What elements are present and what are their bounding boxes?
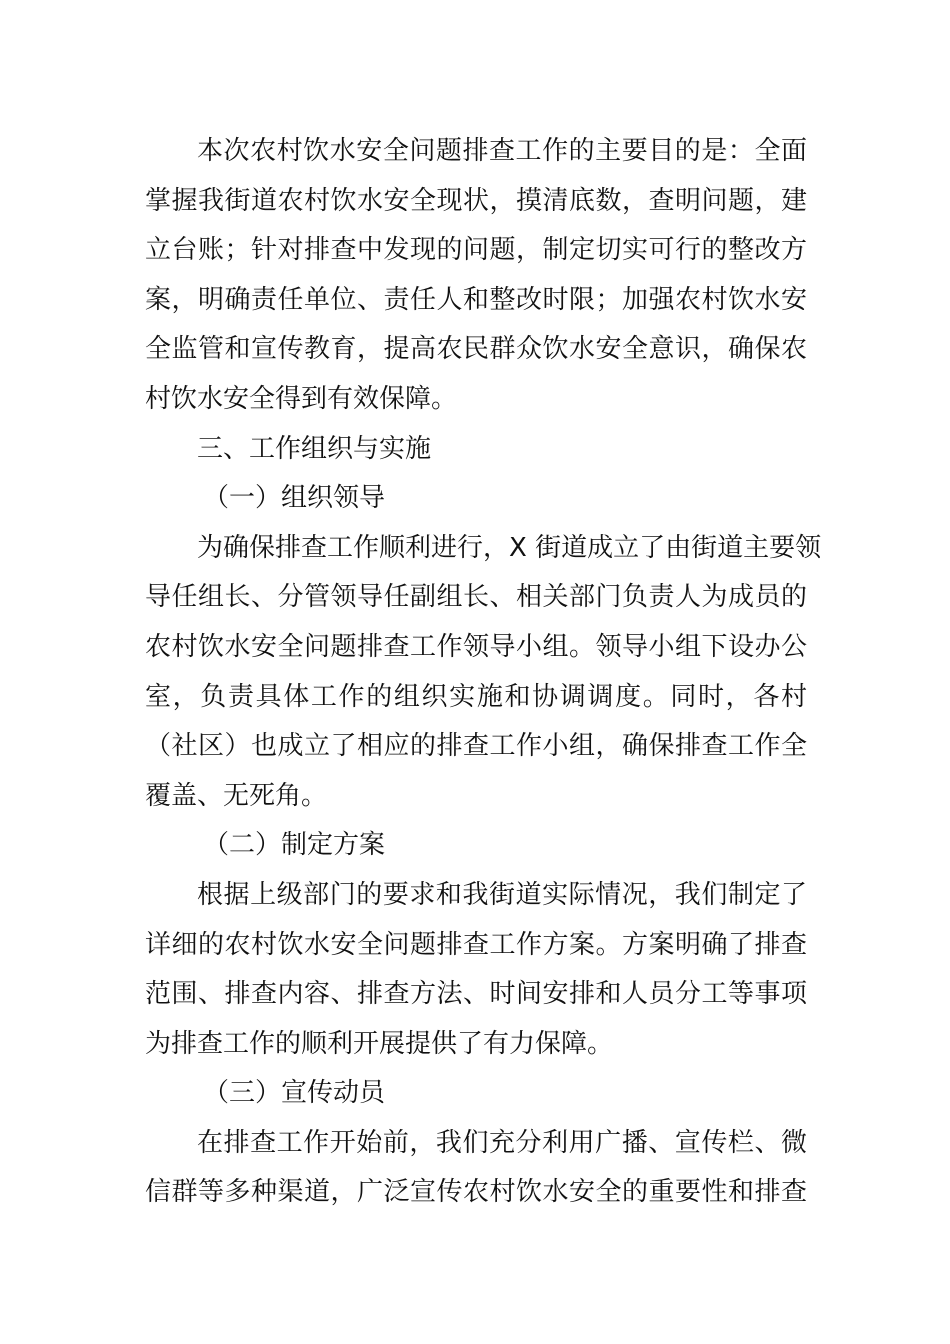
text-line: 农村饮水安全问题排查工作领导小组。领导小组下设办公 <box>145 631 807 662</box>
subheading-publicity: （三）宣传动员 <box>203 1078 386 1109</box>
text-line: （社区）也成立了相应的排查工作小组，确保排查工作全 <box>145 731 807 762</box>
document-body <box>145 127 822 1218</box>
text-line: 本次农村饮水安全问题排查工作的主要目的是：全面 <box>197 136 807 166</box>
paragraph-organization <box>145 524 822 822</box>
text-line: 根据上级部门的要求和我街道实际情况，我们制定了 <box>197 879 807 910</box>
text-line: 范围、排查内容、排查方法、时间安排和人员分工等事项 <box>145 979 807 1010</box>
text-line: 为排查工作的顺利开展提供了有力保障。 <box>145 1028 614 1059</box>
text-line: 覆盖、无死角。 <box>145 780 328 811</box>
section-heading-3: 三、工作组织与实施 <box>197 433 432 464</box>
text-line: 村饮水安全得到有效保障。 <box>145 383 458 414</box>
text-line: 立台账；针对排查中发现的问题，制定切实可行的整改方 <box>145 235 807 266</box>
subheading-plan: （二）制定方案 <box>203 830 386 861</box>
text-line: 详细的农村饮水安全问题排查工作方案。方案明确了排查 <box>145 929 807 960</box>
paragraph-objectives <box>145 127 807 425</box>
paragraph-publicity <box>145 1119 807 1218</box>
text-line: 全监管和宣传教育，提高农民群众饮水安全意识，确保农 <box>145 334 807 365</box>
text-line: 信群等多种渠道，广泛宣传农村饮水安全的重要性和排查 <box>145 1177 807 1208</box>
text-line: 掌握我街道农村饮水安全现状，摸清底数，查明问题，建 <box>145 185 807 216</box>
text-line: 在排查工作开始前，我们充分利用广播、宣传栏、微 <box>197 1127 807 1158</box>
text-line: 导任组长、分管领导任副组长、相关部门负责人为成员的 <box>145 582 807 613</box>
subheading-organization: （一）组织领导 <box>203 483 386 514</box>
text-line: 案，明确责任单位、责任人和整改时限；加强农村饮水安 <box>145 284 807 315</box>
paragraph-plan <box>145 871 807 1069</box>
text-line: 为确保排查工作顺利进行，X 街道成立了由街道主要领 <box>197 532 822 563</box>
text-line: 室，负责具体工作的组织实施和协调调度。同时，各村 <box>145 681 807 712</box>
